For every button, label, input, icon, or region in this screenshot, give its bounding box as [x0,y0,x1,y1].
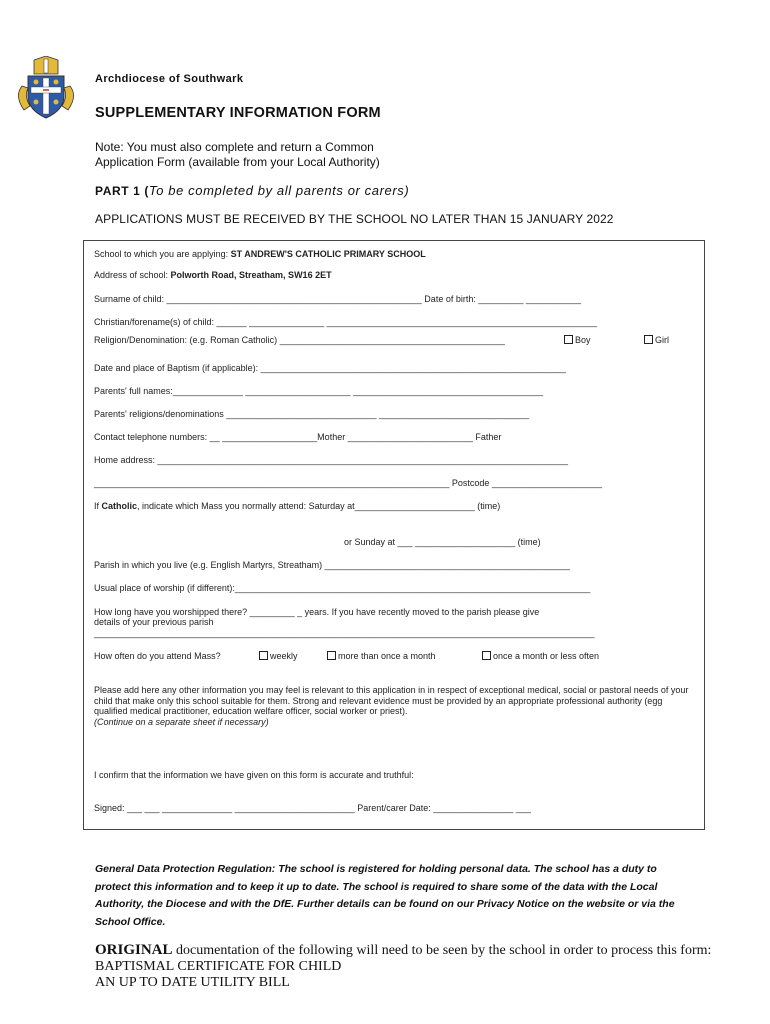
form-box [83,240,705,830]
boy-checkbox[interactable] [564,335,573,344]
school-value: ST ANDREW'S CATHOLIC PRIMARY SCHOOL [230,249,426,259]
weekly-label: weekly [270,651,298,661]
part-1-label: PART 1 ( [95,184,149,198]
more-than-month-label: more than once a month [338,651,436,661]
signature-date-field[interactable]: Signed: ___ ___ ______________ ________________________ Parent/carer Date: ________________ ___ [94,803,531,813]
school-label: School to which you are applying: [94,249,231,259]
catholic-prefix: If [94,501,102,511]
boy-label: Boy [575,335,591,345]
archdiocese-crest-logo [14,56,78,120]
address-label: Address of school: [94,270,171,280]
previous-parish-field[interactable]: ____________________________________________________________________________________________________ [94,628,595,638]
forename-field[interactable]: Christian/forename(s) of child: ______ _______________ ______________________________________________________ [94,317,597,327]
more-than-month-checkbox[interactable] [327,651,336,660]
saturday-mass-field[interactable]: , indicate which Mass you normally attend: Saturday at________________________ (time) [137,501,501,511]
weekly-option[interactable] [259,651,298,661]
address-value: Polworth Road, Streatham, SW16 2ET [170,270,332,280]
original-docs-section [95,942,715,991]
school-row [94,249,426,259]
parish-field[interactable]: Parish in which you live (e.g. English Martyrs, Streatham) _________________________________________________ [94,560,570,570]
note-line-1: Note: You must also complete and return a Common [95,140,374,154]
surname-dob-field[interactable]: Surname of child: ___________________________________________________ Date of birth: _________ ___________ [94,294,581,304]
catholic-word: Catholic [101,501,138,511]
address-row [94,270,332,280]
original-text: documentation of the following will need to be seen by the school in order to process this form: [172,943,712,958]
catholic-mass-row[interactable] [94,501,500,511]
religion-row [94,335,694,345]
form-title: SUPPLEMENTARY INFORMATION FORM [95,105,381,121]
postcode-field[interactable]: _______________________________________________________________________ Postcode ______________________ [94,478,603,488]
telephone-field[interactable]: Contact telephone numbers: __ ___________________Mother _________________________ Father [94,432,502,442]
girl-checkbox[interactable] [644,335,653,344]
previous-parish-label: details of your previous parish [94,617,214,627]
confirm-statement: I confirm that the information we have given on this form is accurate and truthful: [94,770,414,780]
deadline-notice: APPLICATIONS MUST BE RECEIVED BY THE SCHOOL NO LATER THAN 15 JANUARY 2022 [95,212,614,226]
once-month-label: once a month or less often [493,651,600,661]
more-than-month-option[interactable] [327,651,436,661]
diocese-name: Archdiocese of Southwark [95,73,244,85]
parents-names-field[interactable]: Parents' full names:______________ _____________________ ______________________________________ [94,386,544,396]
sunday-mass-field[interactable]: or Sunday at ___ ____________________ (time) [344,537,541,547]
note [95,140,455,170]
home-address-field[interactable]: Home address: __________________________________________________________________________________ [94,455,568,465]
note-line-2: Application Form (available from your Local Authority) [95,155,380,169]
part-1-heading [95,183,409,198]
girl-label: Girl [655,335,669,345]
mass-frequency-row [94,651,694,661]
religion-field[interactable]: Religion/Denomination: (e.g. Roman Catholic) _____________________________________________ [94,335,505,345]
mass-frequency-label: How often do you attend Mass? [94,651,221,661]
weekly-checkbox[interactable] [259,651,268,660]
additional-info-prompt: Please add here any other information you may feel is relevant to this application in in respect of exceptional medical, social or pastoral needs of your child that make only this school suitable for them. Strong and relevant evidence must be provided by an appropriate professional authority (egg qualified medical practitioner, education welfare officer, social worker or priest). [94,685,689,716]
gdpr-notice: General Data Protection Regulation: The school is registered for holding personal data. The school has a duty to protect this information and to keep it up to date. The school is required to share some of the data with the Local Authority, the Diocese and with the DfE. Further details can be found on our Privacy Notice on the website or via the School Office. [95,863,675,928]
required-doc-utility-bill: AN UP TO DATE UTILITY BILL [95,975,290,990]
parents-religions-field[interactable]: Parents' religions/denominations ______________________________ ______________________________ [94,409,530,419]
once-month-option[interactable] [482,651,599,661]
original-bold: ORIGINAL [95,942,173,958]
part-1-description: To be completed by all parents or carers) [148,183,410,198]
boy-option[interactable] [564,335,591,345]
continue-note: (Continue on a separate sheet if necessary) [94,717,269,727]
baptism-field[interactable]: Date and place of Baptism (if applicable): _____________________________________________________________ [94,363,566,373]
worship-field[interactable]: Usual place of worship (if different):_______________________________________________________________________ [94,583,591,593]
once-month-checkbox[interactable] [482,651,491,660]
how-long-field[interactable]: How long have you worshipped there? _________ _ years. If you have recently moved to the parish please give [94,607,540,617]
required-doc-baptism: BAPTISMAL CERTIFICATE FOR CHILD [95,959,342,974]
girl-option[interactable] [644,335,669,345]
